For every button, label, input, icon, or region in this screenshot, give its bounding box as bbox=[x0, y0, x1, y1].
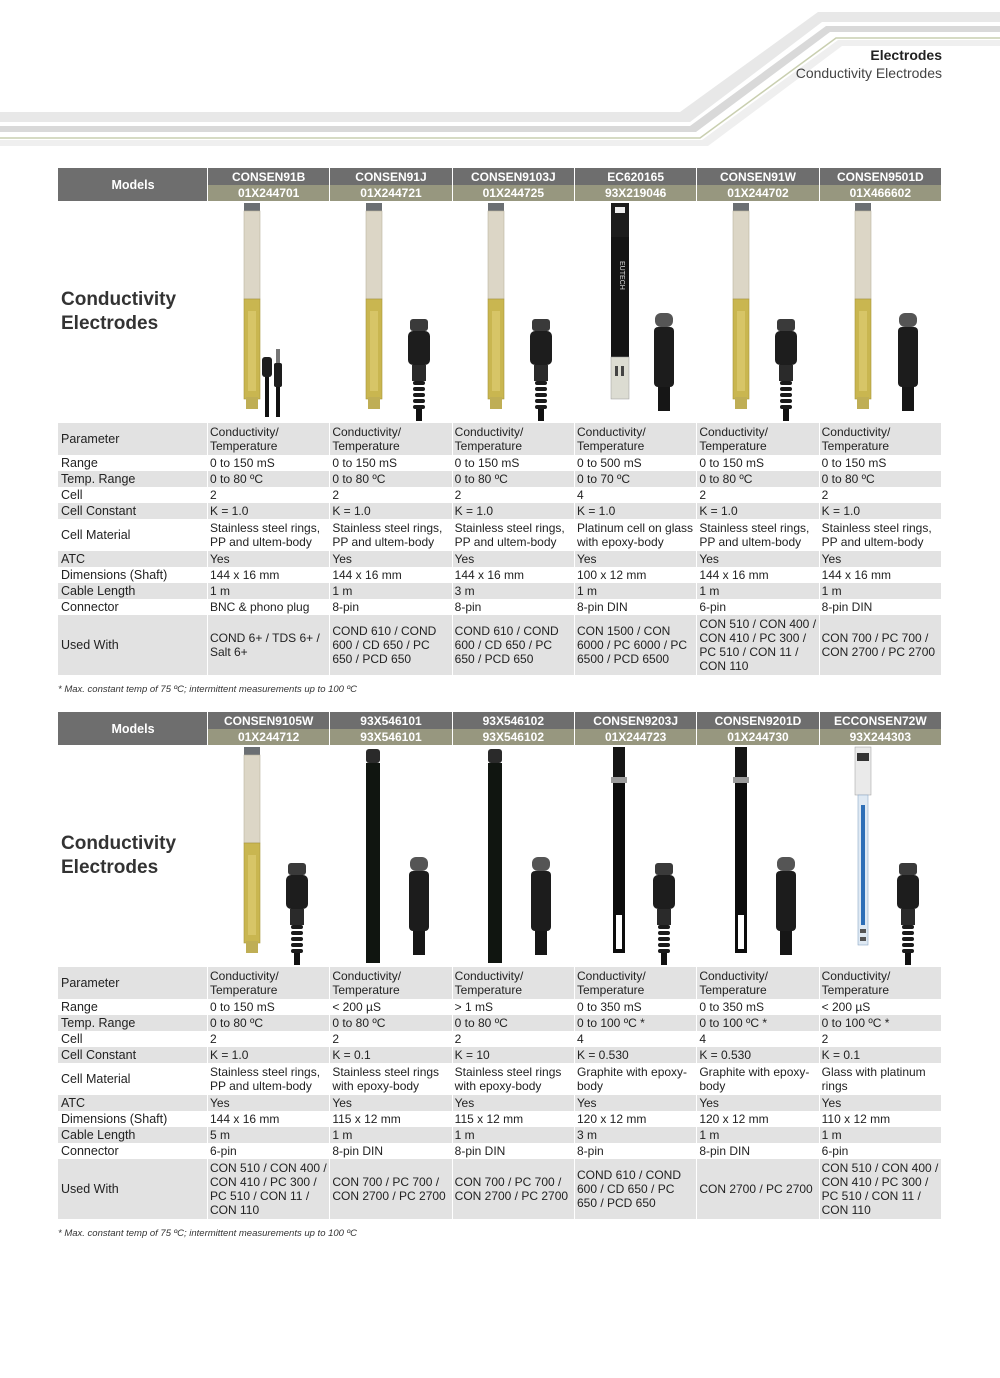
electrode-image bbox=[458, 745, 568, 967]
spec-value: 2 bbox=[330, 487, 452, 503]
spec-value: Stainless steel rings, PP and ultem-body bbox=[208, 519, 330, 551]
models-row bbox=[58, 168, 942, 185]
spec-value: < 200 µS bbox=[819, 999, 941, 1015]
spec-value: 1 m bbox=[819, 1127, 941, 1143]
spec-value: 0 to 80 ºC bbox=[330, 471, 452, 487]
model-name: CONSEN91J bbox=[330, 168, 452, 185]
spec-value: K = 1.0 bbox=[574, 503, 696, 519]
spec-value: K = 1.0 bbox=[452, 503, 574, 519]
spec-value: Yes bbox=[452, 1095, 574, 1111]
spec-value: Conductivity/ Temperature bbox=[208, 423, 330, 455]
spec-value: 6-pin bbox=[208, 1143, 330, 1159]
page-header bbox=[796, 46, 942, 82]
electrode-image bbox=[703, 745, 813, 967]
spec-value: Conductivity/ Temperature bbox=[330, 967, 452, 999]
spec-row-parameter bbox=[58, 967, 942, 999]
spec-value: 0 to 80 ºC bbox=[330, 1015, 452, 1031]
spec-value: 2 bbox=[208, 487, 330, 503]
spec-value: 115 x 12 mm bbox=[330, 1111, 452, 1127]
spec-value: 2 bbox=[697, 487, 819, 503]
spec-value: 0 to 150 mS bbox=[330, 455, 452, 471]
spec-value: 0 to 150 mS bbox=[697, 455, 819, 471]
spec-row-cell bbox=[58, 1031, 942, 1047]
spec-value: 8-pin DIN bbox=[819, 599, 941, 615]
spec-value: K = 0.1 bbox=[330, 1047, 452, 1063]
spec-value: Conductivity/ Temperature bbox=[574, 967, 696, 999]
spec-value: 1 m bbox=[330, 583, 452, 599]
spec-value: 1 m bbox=[819, 583, 941, 599]
spec-value: 1 m bbox=[697, 1127, 819, 1143]
spec-value: 8-pin DIN bbox=[452, 1143, 574, 1159]
spec-value: 144 x 16 mm bbox=[697, 567, 819, 583]
spec-value: Stainless steel rings, PP and ultem-body bbox=[697, 519, 819, 551]
spec-value: K = 1.0 bbox=[330, 503, 452, 519]
spec-value: 0 to 80 ºC bbox=[452, 1015, 574, 1031]
spec-value: 1 m bbox=[452, 1127, 574, 1143]
spec-row-connector bbox=[58, 599, 942, 615]
image-row bbox=[58, 201, 942, 423]
spec-value: Stainless steel rings, PP and ultem-body bbox=[208, 1063, 330, 1095]
spec-value: < 200 µS bbox=[330, 999, 452, 1015]
spec-value: 4 bbox=[697, 1031, 819, 1047]
footnote: * Max. constant temp of 75 ºC; intermittent measurements up to 100 ºC bbox=[58, 684, 357, 695]
spec-value: 0 to 100 ºC * bbox=[819, 1015, 941, 1031]
spec-row-temp-range bbox=[58, 1015, 942, 1031]
spec-value: 0 to 70 ºC bbox=[574, 471, 696, 487]
spec-value: 0 to 80 ºC bbox=[819, 471, 941, 487]
spec-value: 8-pin bbox=[452, 599, 574, 615]
spec-value: K = 1.0 bbox=[697, 503, 819, 519]
model-code: 93X546101 bbox=[330, 729, 452, 745]
spec-label: Parameter bbox=[58, 423, 208, 455]
models-label: Models bbox=[58, 712, 208, 745]
spec-value: Yes bbox=[697, 1095, 819, 1111]
electrode-image-cell bbox=[208, 745, 330, 967]
spec-value: Conductivity/ Temperature bbox=[819, 423, 941, 455]
electrode-image-cell bbox=[574, 745, 696, 967]
spec-value: CON 700 / PC 700 / CON 2700 / PC 2700 bbox=[452, 1159, 574, 1219]
spec-value: 144 x 16 mm bbox=[819, 567, 941, 583]
model-name: CONSEN91B bbox=[208, 168, 330, 185]
model-name: 93X546101 bbox=[330, 712, 452, 729]
spec-value: COND 610 / COND 600 / CD 650 / PC 650 / PCD 650 bbox=[574, 1159, 696, 1219]
model-name: CONSEN9105W bbox=[208, 712, 330, 729]
electrode-image-cell bbox=[208, 201, 330, 423]
spec-row-cell bbox=[58, 487, 942, 503]
spec-row-cell-material bbox=[58, 1063, 942, 1095]
spec-label: ATC bbox=[58, 551, 208, 567]
model-name: 93X546102 bbox=[452, 712, 574, 729]
spec-value: 0 to 500 mS bbox=[574, 455, 696, 471]
model-code: 01X244701 bbox=[208, 185, 330, 201]
electrode-image bbox=[336, 201, 446, 423]
electrode-image bbox=[214, 201, 324, 423]
spec-value: CON 510 / CON 400 / CON 410 / PC 300 / PC 510 / CON 11 / CON 110 bbox=[208, 1159, 330, 1219]
spec-row-atc bbox=[58, 1095, 942, 1111]
spec-label: Temp. Range bbox=[58, 1015, 208, 1031]
spec-row-used-with bbox=[58, 615, 942, 675]
spec-value: K = 0.530 bbox=[697, 1047, 819, 1063]
spec-value: 144 x 16 mm bbox=[330, 567, 452, 583]
spec-row-temp-range bbox=[58, 471, 942, 487]
spec-value: 2 bbox=[330, 1031, 452, 1047]
spec-value: Yes bbox=[208, 1095, 330, 1111]
spec-value: 144 x 16 mm bbox=[452, 567, 574, 583]
spec-value: COND 6+ / TDS 6+ / Salt 6+ bbox=[208, 615, 330, 675]
spec-label: Cell bbox=[58, 1031, 208, 1047]
spec-row-cable-length bbox=[58, 1127, 942, 1143]
spec-value: CON 2700 / PC 2700 bbox=[697, 1159, 819, 1219]
spec-label: Temp. Range bbox=[58, 471, 208, 487]
spec-value: COND 610 / COND 600 / CD 650 / PC 650 / PCD 650 bbox=[330, 615, 452, 675]
spec-label: Dimensions (Shaft) bbox=[58, 1111, 208, 1127]
electrode-image bbox=[581, 745, 691, 967]
electrode-image-cell bbox=[819, 201, 941, 423]
spec-label: ATC bbox=[58, 1095, 208, 1111]
model-code: 01X244721 bbox=[330, 185, 452, 201]
spec-row-dimensions bbox=[58, 1111, 942, 1127]
spec-value: 0 to 80 ºC bbox=[697, 471, 819, 487]
spec-value: 1 m bbox=[574, 583, 696, 599]
electrode-image bbox=[581, 201, 691, 423]
model-name: CONSEN9103J bbox=[452, 168, 574, 185]
spec-value: Platinum cell on glass with epoxy-body bbox=[574, 519, 696, 551]
section-title: Conductivity Electrodes bbox=[58, 745, 208, 967]
spec-value: 0 to 150 mS bbox=[819, 455, 941, 471]
model-code: 01X244730 bbox=[697, 729, 819, 745]
spec-value: Conductivity/ Temperature bbox=[697, 967, 819, 999]
footnote: * Max. constant temp of 75 ºC; intermittent measurements up to 100 ºC bbox=[58, 1228, 357, 1239]
spec-value: 1 m bbox=[330, 1127, 452, 1143]
spec-value: 0 to 100 ºC * bbox=[697, 1015, 819, 1031]
spec-row-connector bbox=[58, 1143, 942, 1159]
electrode-image bbox=[336, 745, 446, 967]
spec-value: Conductivity/ Temperature bbox=[697, 423, 819, 455]
spec-value: 0 to 100 ºC * bbox=[574, 1015, 696, 1031]
spec-label: Cell Material bbox=[58, 1063, 208, 1095]
spec-value: 4 bbox=[574, 487, 696, 503]
spec-value: 6-pin bbox=[697, 599, 819, 615]
spec-value: 144 x 16 mm bbox=[208, 567, 330, 583]
spec-label: Used With bbox=[58, 615, 208, 675]
spec-value: K = 10 bbox=[452, 1047, 574, 1063]
spec-value: 0 to 80 ºC bbox=[452, 471, 574, 487]
spec-value: BNC & phono plug bbox=[208, 599, 330, 615]
spec-value: 2 bbox=[819, 487, 941, 503]
spec-label: Connector bbox=[58, 599, 208, 615]
spec-value: 2 bbox=[819, 1031, 941, 1047]
spec-value: 1 m bbox=[697, 583, 819, 599]
spec-row-dimensions bbox=[58, 567, 942, 583]
spec-value: K = 0.530 bbox=[574, 1047, 696, 1063]
spec-row-range bbox=[58, 455, 942, 471]
spec-row-cell-constant bbox=[58, 503, 942, 519]
spec-value: 0 to 150 mS bbox=[208, 455, 330, 471]
spec-value: 4 bbox=[574, 1031, 696, 1047]
spec-row-cell-material bbox=[58, 519, 942, 551]
spec-label: Range bbox=[58, 455, 208, 471]
spec-value: 6-pin bbox=[819, 1143, 941, 1159]
spec-row-atc bbox=[58, 551, 942, 567]
spec-value: Yes bbox=[330, 551, 452, 567]
spec-value: CON 510 / CON 400 / CON 410 / PC 300 / PC 510 / CON 11 / CON 110 bbox=[819, 1159, 941, 1219]
electrode-image-cell bbox=[452, 745, 574, 967]
spec-value: 2 bbox=[208, 1031, 330, 1047]
spec-label: Connector bbox=[58, 1143, 208, 1159]
spec-value: Yes bbox=[208, 551, 330, 567]
spec-value: Yes bbox=[819, 1095, 941, 1111]
spec-value: K = 0.1 bbox=[819, 1047, 941, 1063]
spec-value: Conductivity/ Temperature bbox=[452, 967, 574, 999]
electrode-image-cell bbox=[330, 201, 452, 423]
model-name: ECCONSEN72W bbox=[819, 712, 941, 729]
electrode-image-cell bbox=[330, 745, 452, 967]
model-name: EC620165 bbox=[574, 168, 696, 185]
spec-value: Yes bbox=[452, 551, 574, 567]
spec-value: 1 m bbox=[208, 583, 330, 599]
electrode-image bbox=[458, 201, 568, 423]
spec-row-used-with bbox=[58, 1159, 942, 1219]
models-label: Models bbox=[58, 168, 208, 201]
electrode-image-cell bbox=[697, 201, 819, 423]
specs-table bbox=[58, 168, 942, 675]
spec-value: K = 1.0 bbox=[819, 503, 941, 519]
spec-label: Range bbox=[58, 999, 208, 1015]
spec-label: Cell Constant bbox=[58, 503, 208, 519]
spec-value: > 1 mS bbox=[452, 999, 574, 1015]
image-row bbox=[58, 745, 942, 967]
electrode-image-cell bbox=[819, 745, 941, 967]
header-title: Electrodes bbox=[870, 47, 942, 63]
model-code: 93X244303 bbox=[819, 729, 941, 745]
electrode-image-cell bbox=[452, 201, 574, 423]
electrode-image bbox=[703, 201, 813, 423]
spec-value: CON 1500 / CON 6000 / PC 6000 / PC 6500 / PCD 6500 bbox=[574, 615, 696, 675]
spec-value: 144 x 16 mm bbox=[208, 1111, 330, 1127]
spec-label: Cell Material bbox=[58, 519, 208, 551]
model-code: 01X244712 bbox=[208, 729, 330, 745]
spec-value: 100 x 12 mm bbox=[574, 567, 696, 583]
specs-table bbox=[58, 712, 942, 1219]
spec-row-parameter bbox=[58, 423, 942, 455]
spec-label: Used With bbox=[58, 1159, 208, 1219]
spec-value: Conductivity/ Temperature bbox=[819, 967, 941, 999]
spec-value: 0 to 350 mS bbox=[574, 999, 696, 1015]
spec-value: 2 bbox=[452, 1031, 574, 1047]
spec-label: Cell Constant bbox=[58, 1047, 208, 1063]
electrode-image-cell bbox=[574, 201, 696, 423]
model-name: CONSEN9201D bbox=[697, 712, 819, 729]
spec-value: 115 x 12 mm bbox=[452, 1111, 574, 1127]
spec-value: 3 m bbox=[574, 1127, 696, 1143]
spec-value: Stainless steel rings, PP and ultem-body bbox=[330, 519, 452, 551]
model-code: 01X244725 bbox=[452, 185, 574, 201]
spec-label: Cell bbox=[58, 487, 208, 503]
spec-row-range bbox=[58, 999, 942, 1015]
spec-value: Stainless steel rings, PP and ultem-body bbox=[819, 519, 941, 551]
spec-value: 0 to 150 mS bbox=[208, 999, 330, 1015]
spec-value: 8-pin DIN bbox=[574, 599, 696, 615]
spec-value: Stainless steel rings with epoxy-body bbox=[452, 1063, 574, 1095]
svg-text:EUTECH: EUTECH bbox=[617, 261, 625, 290]
spec-value: Yes bbox=[330, 1095, 452, 1111]
electrode-image bbox=[825, 745, 935, 967]
spec-label: Dimensions (Shaft) bbox=[58, 567, 208, 583]
spec-value: 8-pin DIN bbox=[330, 1143, 452, 1159]
spec-value: K = 1.0 bbox=[208, 503, 330, 519]
model-code: 01X244702 bbox=[697, 185, 819, 201]
electrode-image-cell bbox=[697, 745, 819, 967]
spec-value: CON 510 / CON 400 / CON 410 / PC 300 / PC 510 / CON 11 / CON 110 bbox=[697, 615, 819, 675]
spec-value: 110 x 12 mm bbox=[819, 1111, 941, 1127]
spec-value: Yes bbox=[697, 551, 819, 567]
spec-label: Cable Length bbox=[58, 1127, 208, 1143]
spec-value: 0 to 150 mS bbox=[452, 455, 574, 471]
spec-value: Conductivity/ Temperature bbox=[574, 423, 696, 455]
spec-label: Cable Length bbox=[58, 583, 208, 599]
spec-value: Conductivity/ Temperature bbox=[330, 423, 452, 455]
electrode-image bbox=[825, 201, 935, 423]
electrode-image bbox=[214, 745, 324, 967]
spec-value: 0 to 80 ºC bbox=[208, 471, 330, 487]
spec-value: 8-pin bbox=[574, 1143, 696, 1159]
spec-row-cable-length bbox=[58, 583, 942, 599]
spec-value: 3 m bbox=[452, 583, 574, 599]
spec-value: 8-pin bbox=[330, 599, 452, 615]
model-name: CONSEN9203J bbox=[574, 712, 696, 729]
spec-value: 120 x 12 mm bbox=[697, 1111, 819, 1127]
spec-value: Yes bbox=[574, 1095, 696, 1111]
model-code: 01X244723 bbox=[574, 729, 696, 745]
spec-value: 120 x 12 mm bbox=[574, 1111, 696, 1127]
spec-row-cell-constant bbox=[58, 1047, 942, 1063]
spec-value: Graphite with epoxy-body bbox=[574, 1063, 696, 1095]
spec-value: K = 1.0 bbox=[208, 1047, 330, 1063]
spec-value: Glass with platinum rings bbox=[819, 1063, 941, 1095]
model-name: CONSEN91W bbox=[697, 168, 819, 185]
header-subtitle: Conductivity Electrodes bbox=[795, 65, 942, 81]
spec-value: 5 m bbox=[208, 1127, 330, 1143]
models-row bbox=[58, 712, 942, 729]
section-title: Conductivity Electrodes bbox=[58, 201, 208, 423]
spec-value: Yes bbox=[574, 551, 696, 567]
spec-value: Conductivity/ Temperature bbox=[452, 423, 574, 455]
model-name: CONSEN9501D bbox=[819, 168, 941, 185]
spec-value: Conductivity/ Temperature bbox=[208, 967, 330, 999]
model-code: 93X219046 bbox=[574, 185, 696, 201]
spec-value: 2 bbox=[452, 487, 574, 503]
model-code: 93X546102 bbox=[452, 729, 574, 745]
spec-value: Yes bbox=[819, 551, 941, 567]
spec-value: 8-pin DIN bbox=[697, 1143, 819, 1159]
spec-label: Parameter bbox=[58, 967, 208, 999]
spec-value: 0 to 80 ºC bbox=[208, 1015, 330, 1031]
spec-value: Graphite with epoxy-body bbox=[697, 1063, 819, 1095]
spec-value: CON 700 / PC 700 / CON 2700 / PC 2700 bbox=[819, 615, 941, 675]
model-code: 01X466602 bbox=[819, 185, 941, 201]
spec-value: Stainless steel rings, PP and ultem-body bbox=[452, 519, 574, 551]
spec-value: COND 610 / COND 600 / CD 650 / PC 650 / PCD 650 bbox=[452, 615, 574, 675]
spec-value: Stainless steel rings with epoxy-body bbox=[330, 1063, 452, 1095]
spec-value: CON 700 / PC 700 / CON 2700 / PC 2700 bbox=[330, 1159, 452, 1219]
spec-value: 0 to 350 mS bbox=[697, 999, 819, 1015]
